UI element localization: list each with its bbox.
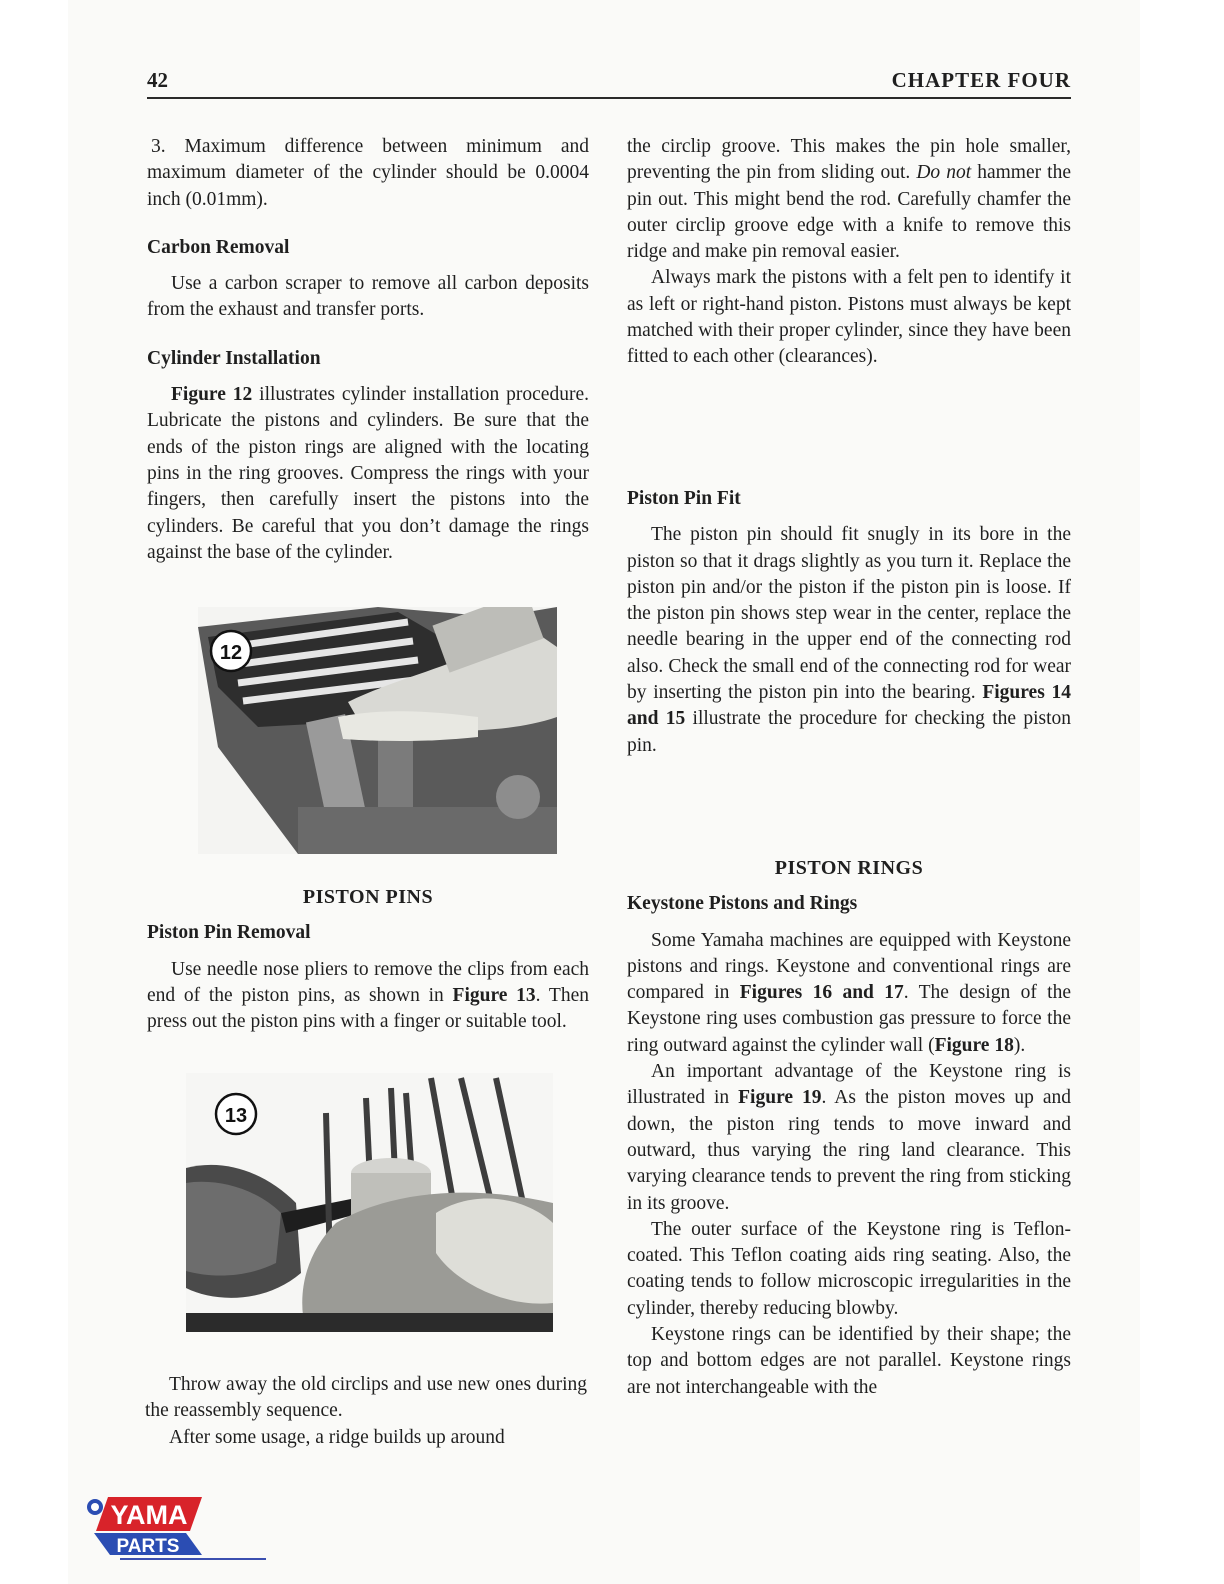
keystone-intro-paragraph: Some Yamaha machines are equipped with Keystone pistons and rings. Keystone and conventional rings are compared in Figures 16 and 17. The design of the Keystone ring uses combustion gas pressure to force the ring outward against the cylinder wall (Figure 18). — [627, 929, 1071, 1056]
cylinder-installation-heading: Cylinder Installation — [147, 347, 321, 369]
logo-underline — [120, 1558, 266, 1560]
max-difference-paragraph: 3. Maximum difference between minimum and maximum diameter of the cylinder should be 0.0004 inch (0.01mm). — [147, 136, 589, 210]
figure-13-photo — [186, 1073, 553, 1332]
piston-pins-heading: PISTON PINS — [302, 886, 434, 908]
logo-top-text: YAMA — [110, 1500, 188, 1530]
after-usage-paragraph: After some usage, a ridge builds up around — [169, 1426, 505, 1448]
circlip-groove-paragraph: the circlip groove. This makes the pin hole smaller, preventing the pin from sliding out. Do not hammer the pin out. This might bend the rod. Carefully chamfer the outer circlip groove edge with a knife to remove this ridge and make pin removal easier. — [627, 136, 1072, 263]
keystone-heading: Keystone Pistons and Rings — [627, 893, 858, 915]
left-column-top — [147, 134, 589, 566]
right-column-top — [627, 134, 1071, 371]
logo-bottom-text: PARTS — [116, 1536, 180, 1557]
pin-fit-paragraph: The piston pin should fit snugly in its bore in the piston so that it drags slightly as you turn it. Replace the piston pin and/or the piston if the piston pin is loose. If the piston pin shows step wear in the center, replace the needle bearing in the upper end of the connecting rod also. Check the small end of the connecting rod for wear by inserting the piston pin into the bearing. Figures 14 and 15 illustrate the procedure for checking the piston pin. — [627, 524, 1071, 756]
left-column-bottom — [145, 1372, 587, 1451]
piston-pin-fit-heading: Piston Pin Fit — [627, 488, 741, 509]
figures-16-17-ref: Figures 16 and 17 — [739, 982, 904, 1004]
figure-12-ref: Figure 12 — [171, 384, 253, 406]
piston-pin-removal-heading: Piston Pin Removal — [147, 922, 311, 944]
yama-parts-logo — [86, 1493, 276, 1563]
teflon-paragraph: The outer surface of the Keystone ring is Teflon-coated. This Teflon coating aids ring seating. Also, the coating tends to follow microscopic irregularities in the cylinder, thereby reducing blowby. — [627, 1218, 1071, 1319]
keystone-advantage-paragraph: An important advantage of the Keystone ring is illustrated in Figure 19. As the piston moves up and down, the piston ring tends to move inward and outward, thus varying the ring land clearance. This varying clearance tends to prevent the ring from sticking in its groove. — [627, 1061, 1071, 1214]
figure-13-ref: Figure 13 — [452, 984, 536, 1006]
right-column-rings — [627, 855, 1071, 1401]
do-not-emphasis: Do not — [916, 162, 972, 184]
figure-12-label: 12 — [219, 642, 243, 664]
identify-rings-paragraph: Keystone rings can be identified by their shape; the top and bottom edges are not parallel. Keystone rings are not interchangeable with the — [627, 1324, 1071, 1398]
cylinder-installation-paragraph: Figure 12 illustrates cylinder installation procedure. Lubricate the pistons and cylinders. Be sure that the ends of the piston rings are aligned with the locating pins in the ring grooves. Compress the rings with your fingers, then carefully insert the pistons into the cylinders. Be careful that you don’t damage the rings against the base of the cylinder. — [147, 384, 589, 563]
carbon-removal-heading: Carbon Removal — [147, 236, 290, 258]
right-column-pin-fit — [627, 486, 1071, 759]
piston-rings-heading: PISTON RINGS — [774, 857, 924, 879]
carbon-removal-paragraph: Use a carbon scraper to remove all carbon deposits from the exhaust and transfer ports. — [147, 273, 589, 321]
mark-pistons-paragraph: Always mark the pistons with a felt pen to identify it as left or right-hand piston. Pistons must always be kept matched with their proper cylinder, since they have been fitted to each other (clearances). — [627, 267, 1071, 368]
left-column-middle — [147, 884, 589, 1035]
header-rule — [147, 97, 1071, 99]
figure-19-ref: Figure 19 — [738, 1087, 822, 1109]
throw-away-paragraph: Throw away the old circlips and use new ones during the reassembly sequence. — [145, 1374, 587, 1422]
figure-18-ref: Figure 18 — [934, 1034, 1014, 1056]
figure-12-photo — [198, 607, 557, 854]
pin-removal-paragraph: Use needle nose pliers to remove the clips from each end of the piston pins, as shown in Figure 13. Then press out the piston pins with a finger or suitable tool. — [147, 958, 590, 1033]
chapter-title: CHAPTER FOUR — [891, 68, 1071, 92]
page-number: 42 — [147, 68, 168, 92]
figures-14-15-ref: Figures 14 and 15 — [627, 682, 1071, 730]
figure-13-label: 13 — [224, 1105, 248, 1127]
